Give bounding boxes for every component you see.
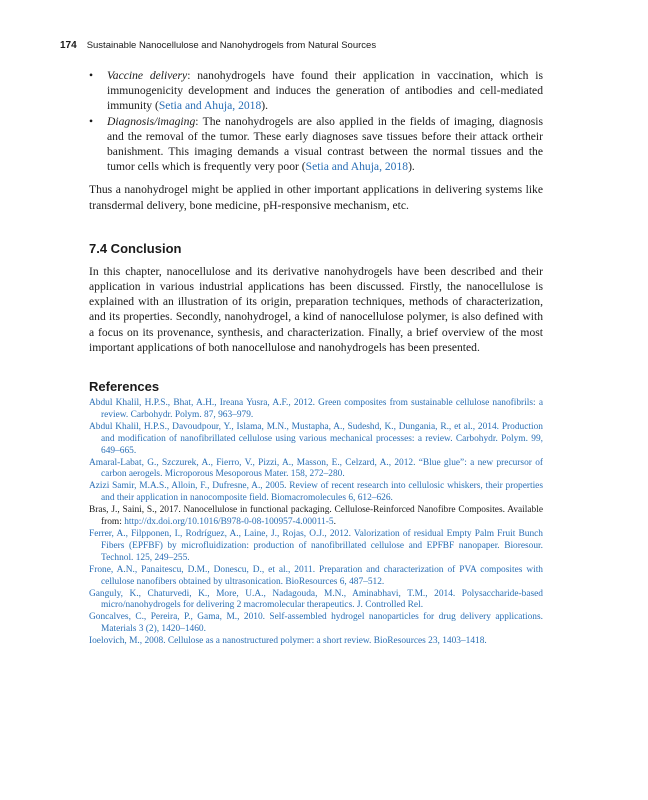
reference-item [89,505,543,529]
main-content [89,68,543,648]
reference-item [89,565,543,589]
reference-link[interactable]: Abdul Khalil, H.P.S., Bhat, A.H., Ireana Yusra, A.F., 2012. Green composites from sustainable cellulose nanofibrils: a review. Carbohydr. Polym. 87, 963–979. [89,398,543,420]
reference-item [89,398,543,422]
citation-link[interactable]: Setia and Ahuja, 2018 [158,99,262,113]
bullet-lead: Vaccine delivery [107,69,188,82]
bullet-text: : The nanohydrogels are also applied in the fields of imaging, diagnosis and the removal of the tumor. These early diagnoses save tissues before their attack ortheir banishment. This imaging demands a visual contrast between the normal tissues and the tumor cells which is frequently very poor ( [107,114,543,174]
bullet-item-vaccine-delivery [89,68,543,114]
reference-link[interactable]: Ganguly, K., Chaturvedi, K., More, U.A., Nadagouda, M.N., Aminabhavi, T.M., 2014. Polysaccharide-based micro/nanohydrogels for delivering 2 macromolecular therapeutics. J. Controlled Rel. [89,588,543,611]
reference-link[interactable]: Ferrer, A., Filpponen, I., Rodríguez, A., Laine, J., Rojas, O.J., 2012. Valorization of residual Empty Palm Fruit Bunch Fibers (EPFBF) by microfluidization: production of nanofibrillated cellulose and EPFBF nanopaper. Bioresour. Technol. 125, 249–255. [89,529,543,563]
bullet-text: : nanohydrogels have found their application in vaccination, which is immunogenicity development and induces the generation of antibodies and cell-mediated immunity ( [107,69,543,113]
reference-link[interactable]: Frone, A.N., Panaitescu, D.M., Donescu, D., et al., 2011. Preparation and characterization of PVA composites with cellulose nanofibers obtained by ultrasonication. BioResources 6, 487–512. [89,564,543,587]
reference-item [89,422,543,458]
conclusion-paragraph: In this chapter, nanocellulose and its derivative nanohydrogels have been described and their application in various industrial applications has been discussed. Firstly, the nanocellulose is explained with an illustration of its origin, preparation techniques, methods of characterization, and its properties. Secondly, nanohydrogel, a kind of nanocellulose polymer, is also defined with a focus on its provenance, synthesis, and characterization. Finally, a brief overview of the most important applications of both nanocellulose and nanohydrogels has been presented. [89,264,543,354]
bullet-tail: ). [408,160,415,174]
reference-text: . [333,517,336,528]
references-heading: References [89,379,160,395]
reference-link[interactable]: Amaral-Labat, G., Szczurek, A., Fierro, V., Pizzi, A., Masson, E., Celzard, A., 2012. “Blue glue”: a new precursor of carbon aerogels. Microporous Mesoporous Mater. 158, 272–280. [89,457,543,480]
reference-list [89,398,543,648]
reference-link[interactable]: Azizi Samir, M.A.S., Alloin, F., Dufresne, A., 2005. Review of recent research into cellulosic whiskers, their properties and their application in nanocomposite field. Biomacromolecules 6, 612–626. [89,481,543,504]
bullet-item-diagnosis-imaging [89,114,543,175]
reference-text: Bras, J., Saini, S., 2017. Nanocellulose in functional packaging. Cellulose-Reinforced Nanofibre Composites. Available from: [89,505,543,528]
reference-item [89,589,543,613]
reference-item [89,529,543,565]
bullet-list [89,68,543,174]
reference-item [89,612,543,636]
bullet-icon: • [89,114,94,128]
bullet-lead: Diagnosis/imaging [107,114,196,128]
reference-link[interactable]: Goncalves, C., Pereira, P., Gama, M., 2010. Self-assembled hydrogel nanoparticles for drug delivery applications. Materials 3 (2), 1420–1460. [89,612,543,635]
bullet-tail: ). [261,99,269,113]
reference-link[interactable]: http://dx.doi.org/10.1016/B978-0-08-100957-4.00011-5 [124,517,334,528]
reference-item [89,481,543,505]
book-title: Sustainable Nanocellulose and Nanohydrogels from Natural Sources [86,40,377,51]
reference-item [89,636,543,648]
reference-link[interactable]: Ioelovich, M., 2008. Cellulose as a nanostructured polymer: a short review. BioResources 23, 1403–1418. [89,636,487,647]
running-head [60,40,376,51]
bullet-icon: • [89,69,94,82]
page-number: 174 [60,40,77,51]
citation-link[interactable]: Setia and Ahuja, 2018 [305,160,409,174]
reference-item [89,458,543,482]
section-heading-conclusion: 7.4 Conclusion [89,240,182,256]
reference-link[interactable]: Abdul Khalil, H.P.S., Davoudpour, Y., Islama, M.N., Mustapha, A., Sudeshd, K., Dungania, R., et al., 2014. Production and modification of nanofibrillated cellulose using various mechanical processes: a review. Carbohydr. Polym. 99, 649–665. [89,421,543,456]
summary-paragraph: Thus a nanohydrogel might be applied in other important applications in delivering systems like transdermal delivery, bone medicine, pH-responsive mechanism, etc. [89,183,543,212]
